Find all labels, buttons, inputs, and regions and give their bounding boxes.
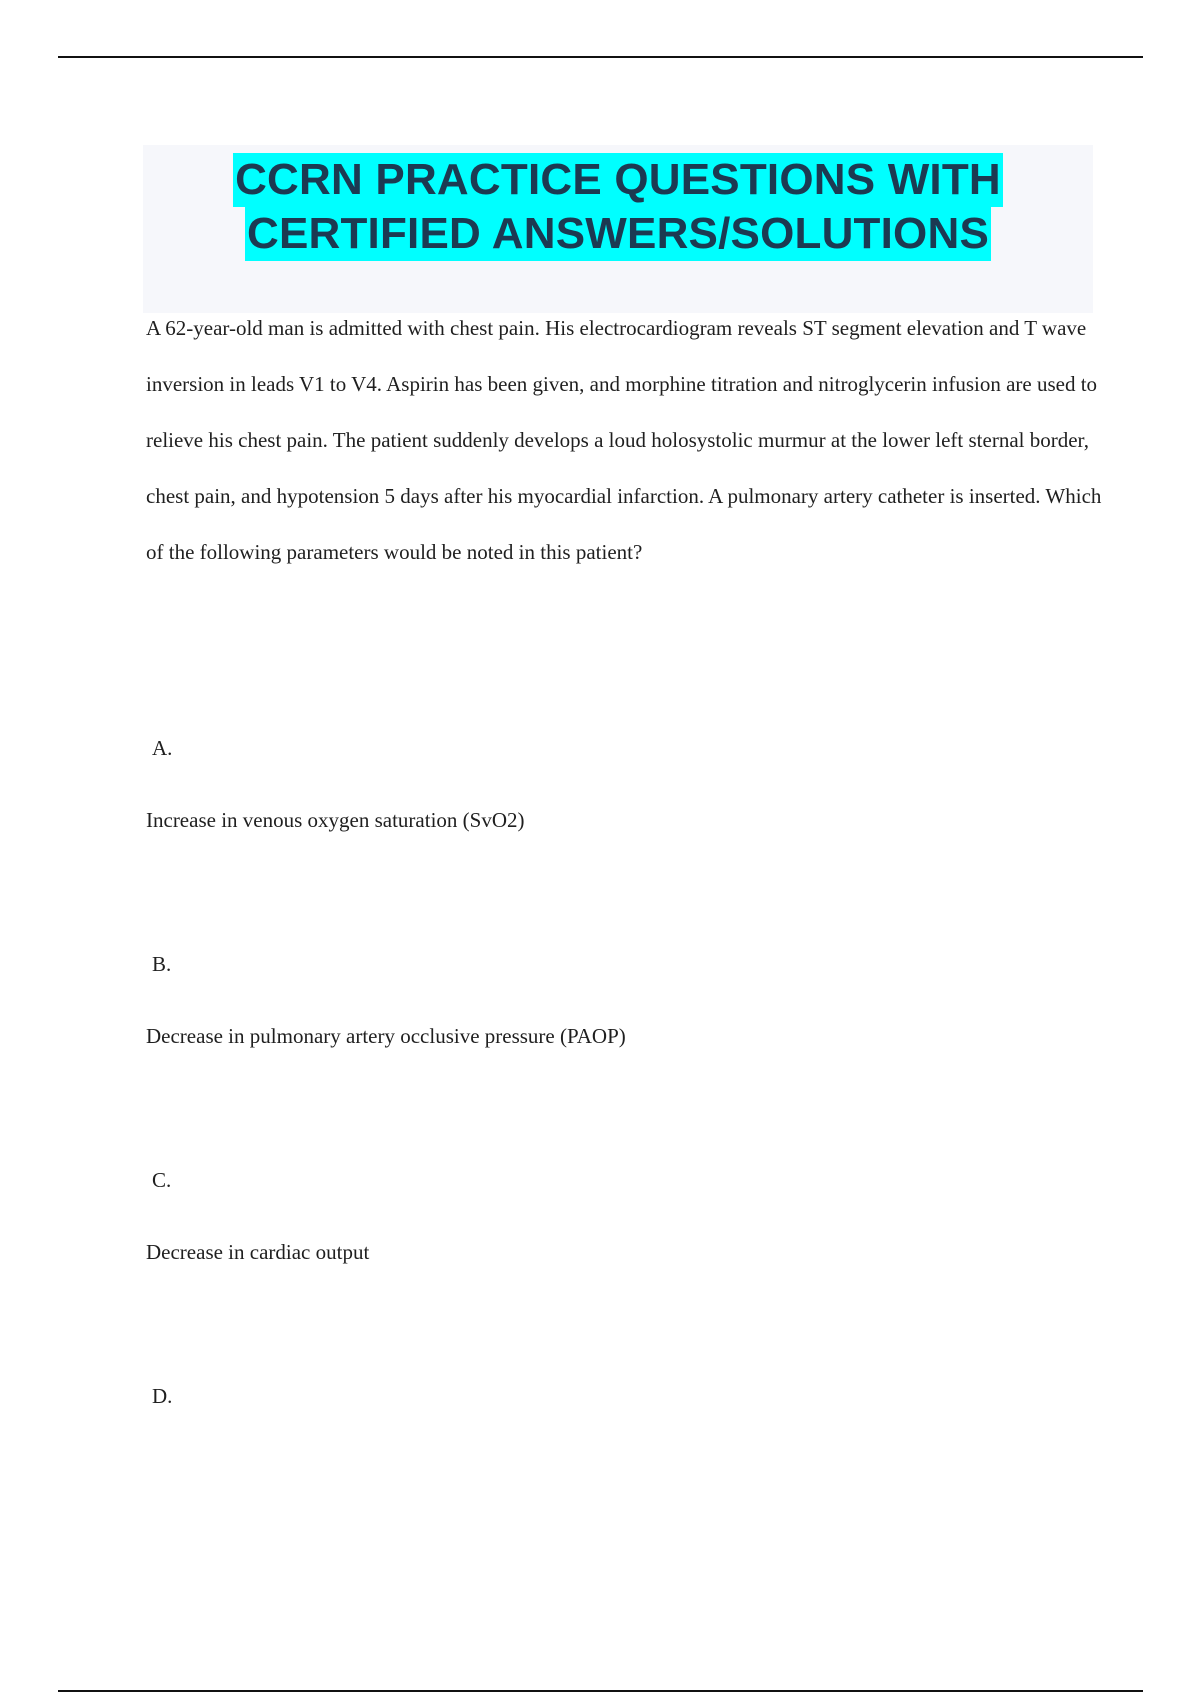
footer-rule bbox=[58, 1690, 1143, 1692]
option-b-letter: B. bbox=[152, 952, 172, 976]
question-text: A 62-year-old man is admitted with chest pain. His electrocardiogram reveals ST segment elevation and T wave inversion in leads V1 to V4. Aspirin has been given, and morphine titration and nitroglycerin infusion are used to relieve his chest pain. The patient suddenly develops a loud holosystolic murmur at the lower left sternal border, chest pain, and hypotension 5 days after his myocardial infarction. A pulmonary artery catheter is inserted. Which of the following parameters would be noted in this patient? bbox=[146, 316, 1102, 564]
option-b-text: Decrease in pulmonary artery occlusive pressure (PAOP) bbox=[146, 1024, 626, 1048]
option-a-text: Increase in venous oxygen saturation (SvO2) bbox=[146, 808, 525, 832]
header-rule bbox=[58, 56, 1143, 58]
option-c-letter: C. bbox=[152, 1168, 172, 1192]
option-a-letter: A. bbox=[152, 736, 173, 760]
title-line-2: CERTIFIED ANSWERS/SOLUTIONS bbox=[245, 207, 991, 261]
option-c-text: Decrease in cardiac output bbox=[146, 1240, 370, 1264]
title-block bbox=[143, 145, 1093, 313]
title-line-1: CCRN PRACTICE QUESTIONS WITH bbox=[233, 153, 1003, 207]
option-d-letter: D. bbox=[152, 1384, 173, 1408]
